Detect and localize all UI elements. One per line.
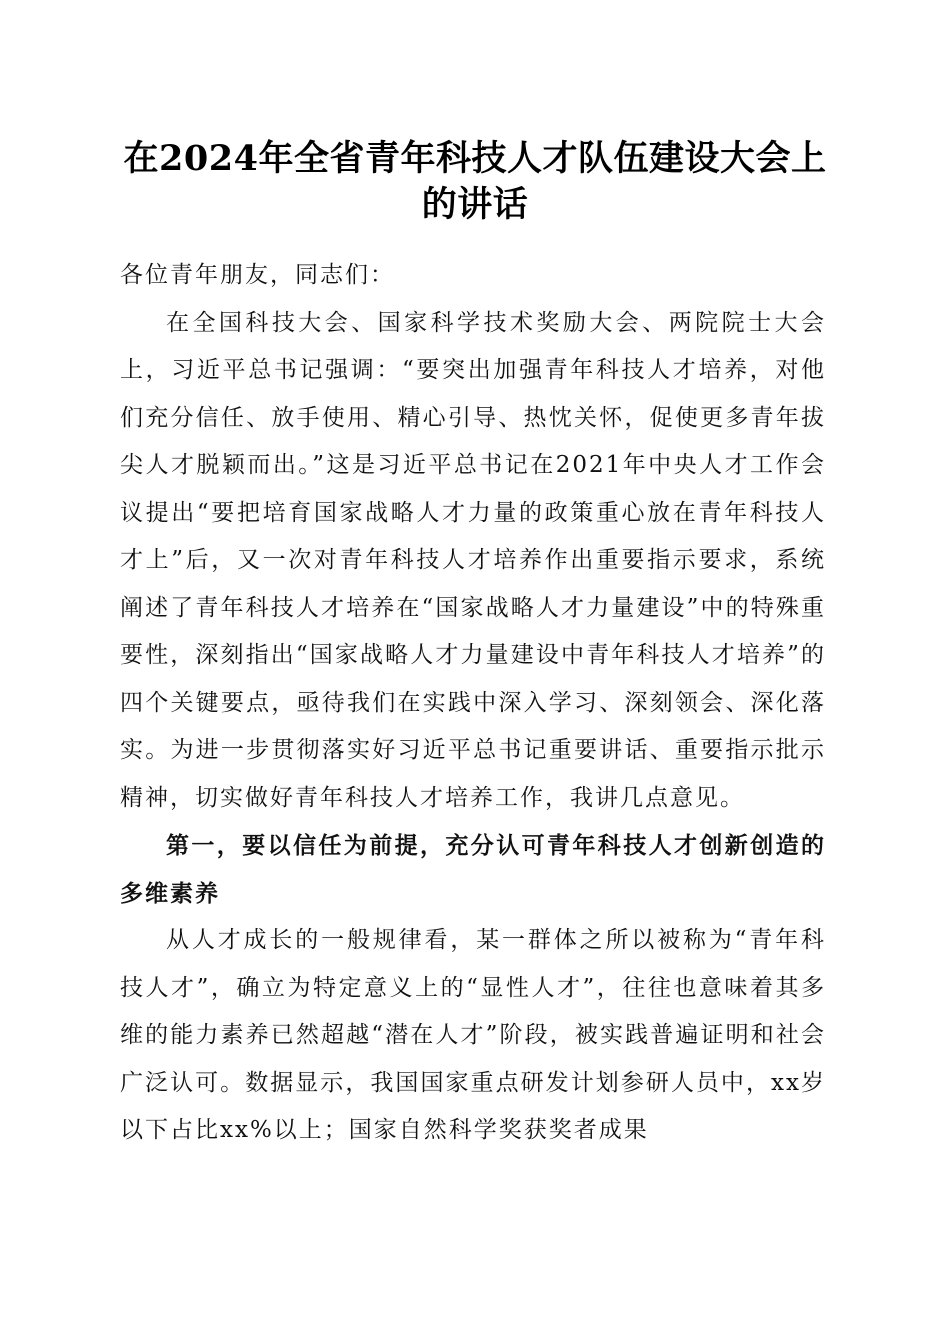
section-heading: 第一，要以信任为前提，充分认可青年科技人才创新创造的多维素养 (120, 832, 826, 907)
salutation: 各位青年朋友，同志们： (120, 262, 395, 288)
section-paragraph: 从人才成长的一般规律看，某一群体之所以被称为“青年科技人才”，确立为特定意义上的“显性人才”，往往也意味着其多维的能力素养已然超越“潜在人才”阶段，被实践普遍证明和社会广泛认可。数据显示，我国国家重点研发计划参研人员中，xx岁以下占比xx%以上；国家自然科学奖获奖者成果 (120, 927, 826, 1143)
intro-paragraph: 在全国科技大会、国家科学技术奖励大会、两院院士大会上，习近平总书记强调：“要突出加强青年科技人才培养，对他们充分信任、放手使用、精心引导、热忱关怀，促使更多青年拔尖人才脱颖而出。”这是习近平总书记在2021年中央人才工作会议提出“要把培育国家战略人才力量的政策重心放在青年科技人才上”后，又一次对青年科技人才培养作出重要指示要求，系统阐述了青年科技人才培养在“国家战略人才力量建设”中的特殊重要性，深刻指出“国家战略人才力量建设中青年科技人才培养”的四个关键要点，亟待我们在实践中深入学习、深刻领会、深化落实。为进一步贯彻落实好习近平总书记重要讲话、重要指示批示精神，切实做好青年科技人才培养工作，我讲几点意见。 (120, 309, 826, 811)
document-title: 在2024年全省青年科技人才队伍建设大会上的讲话 (123, 138, 827, 225)
document-body (120, 252, 826, 1155)
